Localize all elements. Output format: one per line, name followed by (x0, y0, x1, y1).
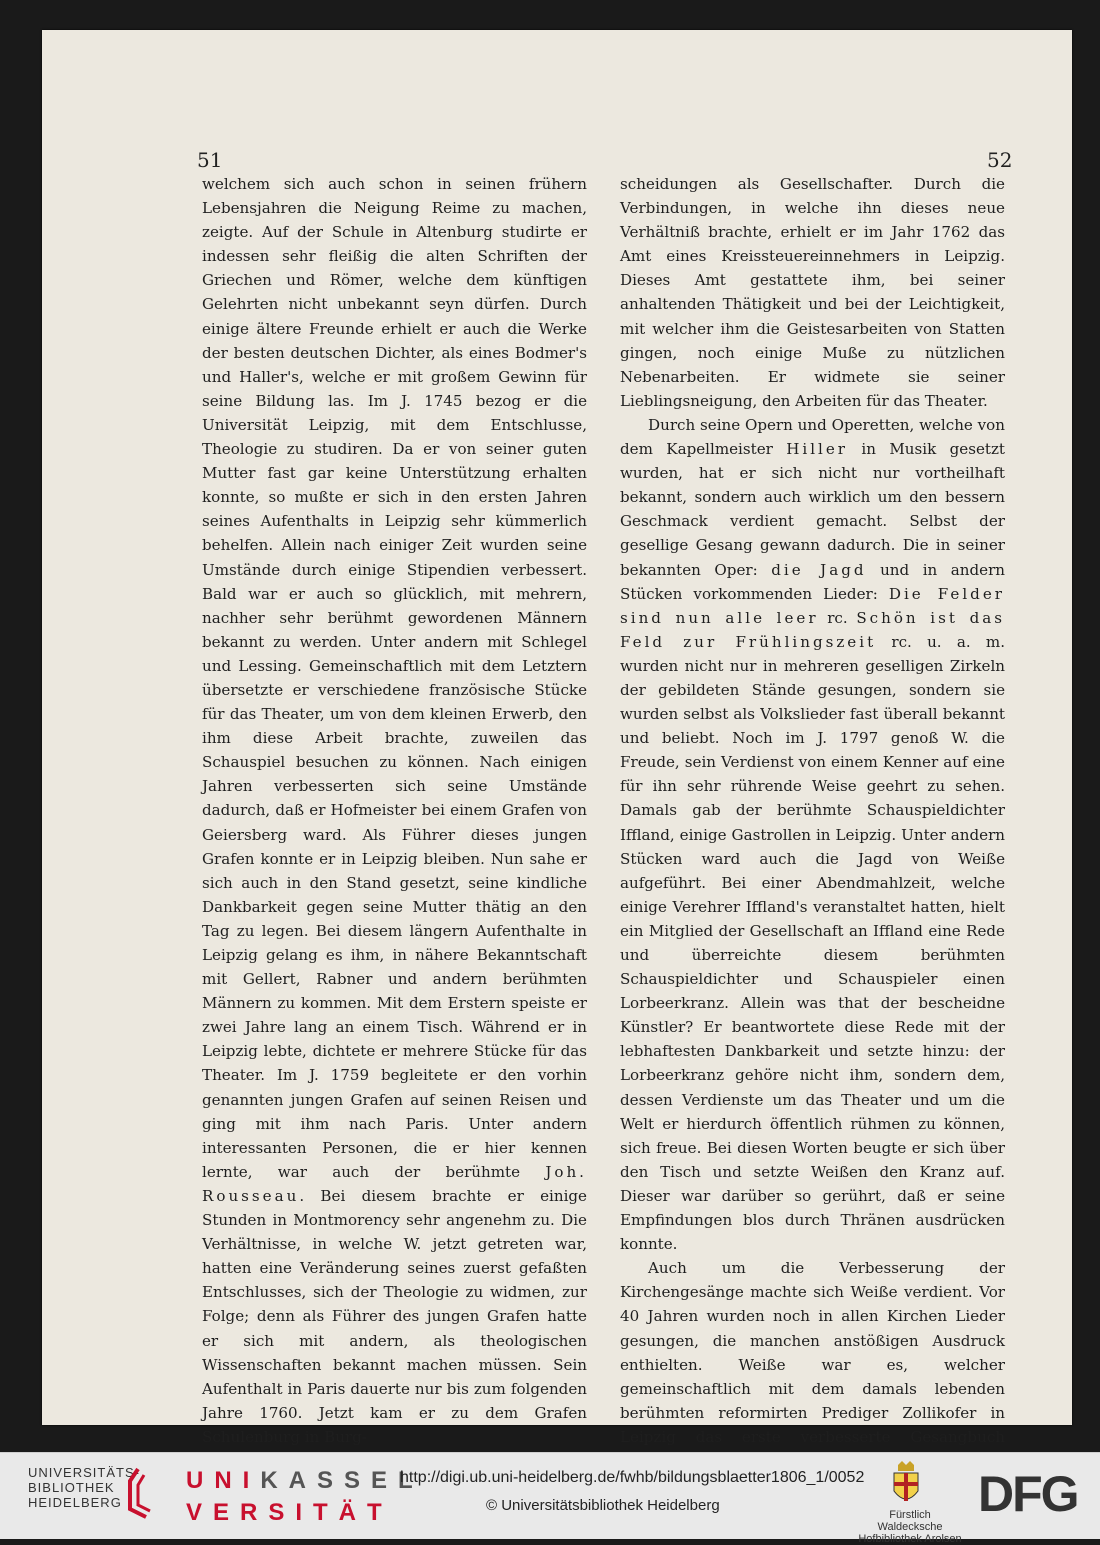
spaced-name: Schön ist das Feld zur Frühlingszeit (620, 608, 1005, 651)
text-run: in Musik gesetzt wurden, hat er sich nicht nur vortheilhaft bekannt, sondern auch wirklich um den bessern Geschmack verdient gemacht. Selbst der gesellige Gesang gewann dadurch. Die in seiner bekannten Oper: (620, 440, 1005, 579)
paragraph (620, 172, 1005, 413)
scanned-page (42, 30, 1072, 1446)
arolsen-library-name: Fürstlich Waldecksche Hofbibliothek Arolsen (858, 1509, 962, 1545)
waldeck-crest-icon (888, 1461, 924, 1507)
text-run: Durch seine Opern und Operetten, welche von dem Kapellmeister (620, 415, 1005, 459)
uni-kassel-logo[interactable] (186, 1465, 424, 1529)
heidelberg-library-logo-icon (124, 1465, 164, 1521)
text-run: welchem sich auch schon in seinen frühern Lebensjahren die Neigung Reime zu machen, zeigte. Auf der Schule in Altenburg studirte er indessen sehr fleißig die alten Schriften der Griechen und Römer, welche dem künftigen Gelehrten nicht unbekannt seyn dürfen. Durch einige ältere Freunde erhielt er auch die Werke der besten deutschen Dichter, als eines Bodmer's und Haller's, welche er mit großem Gewinn für seine Bildung las. Im J. 1745 bezog er die Universität Leipzig, mit dem Entschlusse, Theologie zu studiren. Da er von seiner guten Mutter fast gar keine Unterstützung erhalten konnte, so mußte er sich in den ersten Jahren seines Aufenthalts in Leipzig sehr kümmerlich behelfen. Allein nach einiger Zeit wurden seine Umstände durch einige Stipendien verbessert. Bald war er auch so glücklich, mit mehrern, nachher sehr berühmt gewordenen Männern bekannt zu werden. Unter andern mit Schlegel und Lessing. Gemeinschaftlich mit dem Letztern übersetzte er verschiedene französische Stücke für das Theater, um von dem kleinen Erwerb, den ihm diese Arbeit brachte, zuweilen das Schauspiel besuchen zu können. Nach einigen Jahren verbesserten sich seine Umstände dadurch, daß er Hofmeister bei einem Grafen von Geiersberg ward. Als Führer dieses jungen Grafen konnte er in Leipzig bleiben. Nun sahe er sich auch in den Stand gesetzt, seine kindliche Dankbarkeit gegen seine Mutter thätig an den Tag zu legen. Bei diesem längern Aufenthalte in Leipzig gelang es ihm, in nähere Bekanntschaft mit Gellert, Rabner und andern berühmten Männern zu kommen. Mit dem Erstern speiste er zwei Jahre lang an einem Tisch. Während er in Leipzig lebte, dichtete er mehrere Stücke für das Theater. Im J. 1759 begleitete er den vorhin genannten jungen Grafen auf seinen Reisen und ging mit ihm nach Paris. Unter andern interessanten Personen, die er hier kennen lernte, war auch der berühmte (202, 175, 587, 1181)
text-run: Auch um die Verbesserung der Kirchengesänge machte sich Weiße verdient. Vor 40 Jahren wurden noch in allen Kirchen Lieder gesungen, die manchen anstößigen Ausdruck enthielten. Weiße war es, welcher gemeinschaftlich mit dem damals lebenden berühmten reformirten Prediger Zollikofer in Leipzig das erste verbesserte Gesangbuch (620, 1259, 1005, 1446)
text-run: rc. (818, 608, 857, 627)
spaced-name: Die Felder sind nun alle leer (620, 584, 1005, 627)
viewer-footer (0, 1452, 1100, 1545)
spaced-name: Hiller (786, 440, 849, 459)
paragraph (620, 413, 1005, 1256)
uni-kassel-word-kassel: KASSEL (260, 1467, 424, 1494)
text-run: und in andern Stücken vorkommenden Lieder: (620, 560, 1006, 603)
spaced-name: Joh. Rousseau (202, 1162, 587, 1205)
right-text-column (620, 172, 1005, 1473)
uni-kassel-word-versitaet: VERSITÄT (186, 1499, 393, 1526)
left-page-number: 51 (197, 148, 223, 172)
text-run: rc. u. a. m. wurden nicht nur in mehreren geselligen Zirkeln der gebildeten Stände gesungen, sondern sie wurden selbst als Volkslieder fast überall bekannt und beliebt. Noch im J. 1797 genoß W. die Freude, sein Verdienst von einem Kenner auf eine für ihn sehr rührende Weise geehrt zu sehen. Damals gab der berühmte Schauspieldichter Iffland, einige Gastrollen in Leipzig. Unter andern Stücken ward auch die Jagd von Weiße aufgeführt. Bei einer Abendmahlzeit, welche einige Verehrer Iffland's veranstaltet hatten, hielt ein Mitglied der Gesellschaft an Iffland eine Rede und überreichte diesem berühmten Schauspieldichter und Schauspieler einen Lorbeerkranz. Allein was that der bescheidne Künstler? Er beantwortete diese Rede mit der lebhaftesten Dankbarkeit und setzte hinzu: der Lorbeerkranz gehöre nicht ihm, sondern dem, dessen Verdienste um das Theater und um die Welt er hierdurch öffentlich rühmen zu können, sich freue. Bei diesen Worten beugte er sich über den Tisch und setzte Weißen den Kranz auf. Dieser war darüber so gerührt, daß er seine Empfindungen blos durch Thränen ausdrücken konnte. (620, 632, 1005, 1254)
left-text-column (202, 172, 587, 1449)
text-run: scheidungen als Gesellschafter. Durch die Verbindungen, in welche ihn dieses neue Verhältniß brachte, erhielt er im Jahr 1762 das Amt eines Kreissteuereinnehmers in Leipzig. Dieses Amt gestattete ihm, bei seiner anhaltenden Thätigkeit und bei der Leichtigkeit, mit welcher ihm die Geistesarbeiten von Statten gingen, noch einige Muße zu nützlichen Nebenarbeiten. Er widmete sie seiner Lieblingsneigung, den Arbeiten für das Theater. (620, 175, 1005, 410)
dfg-logo[interactable]: DFG (978, 1466, 1078, 1522)
paragraph (620, 1256, 1005, 1473)
copyright-text: © Universitätsbibliothek Heidelberg (486, 1497, 720, 1514)
right-page-number: 52 (987, 148, 1013, 172)
paragraph (202, 172, 587, 1449)
heidelberg-library-name: UNIVERSITÄTS- BIBLIOTHEK HEIDELBERG (28, 1465, 140, 1510)
spaced-name: die Jagd (771, 560, 867, 579)
uni-kassel-word-uni: UNI (186, 1467, 261, 1494)
text-run: . Bei diesem brachte er einige Stunden in Montmorency sehr angenehm zu. Die Verhältnisse, in welche W. jetzt getreten war, hatten eine Veränderung seines zuerst gefaßten Entschlusses, sich der Theologie zu widmen, zur Folge; denn als Führer des jungen Grafen hatte er sich mit andern, als theologischen Wissenschaften bekannt machen müssen. Sein Aufenthalt in Paris dauerte nur bis zum folgenden Jahre 1760. Jetzt kam er zu dem Grafen Schulenburg in Burg- (202, 1186, 587, 1446)
page-url-link[interactable]: http://digi.ub.uni-heidelberg.de/fwhb/bildungsblaetter1806_1/0052 (400, 1469, 865, 1486)
